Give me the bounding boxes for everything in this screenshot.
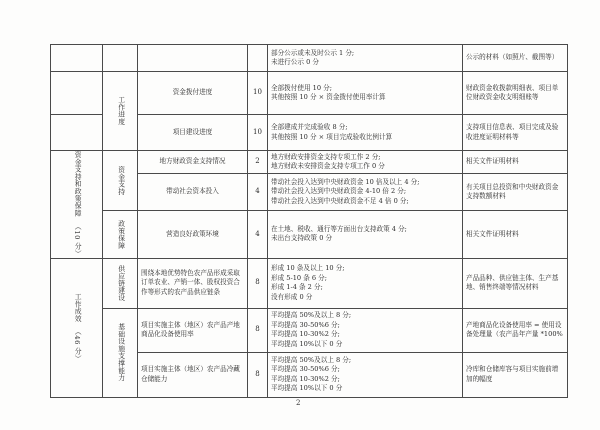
scoring-table [50, 44, 568, 398]
supporting-document: 有关项目总投资和中央财政资金支持数额材料 [463, 174, 568, 211]
table-cell [51, 72, 103, 115]
indicator-name: 项目实施主体（地区）农产品冷藏仓储能力 [138, 352, 248, 397]
supporting-document: 相关文件证明材料 [463, 151, 568, 174]
indicator-score: 8 [248, 258, 268, 308]
scoring-rule: 全部拨付使用 10 分; 其他按照 10 分 × 资金拨付使用率计算 [268, 72, 463, 115]
scoring-rule: 带动社会投入达到中央财政资金 10 倍及以上 4 分; 带动社会投入达到中央财政资金 4-10 倍 2 分; 带动社会投入达到中央财政资金不足 4 倍 0 分; [268, 174, 463, 211]
subcategory-label: 基础设施支撑能力 [103, 308, 138, 397]
table-row [51, 151, 568, 174]
supporting-document: 公示的材料（如照片、截图等） [463, 45, 568, 72]
scoring-rule: 部分公示或未及时公示 1 分; 未进行公示 0 分 [268, 45, 463, 72]
scoring-rule: 在土地、税收、通行等方面出台支持政策 4 分; 未出台支持政策 0 分 [268, 211, 463, 258]
scoring-rule: 地方财政安排资金支持专项工作 2 分; 地方财政未安排资金支持专项工作 0 分 [268, 151, 463, 174]
indicator-name: 地方财政资金支持情况 [138, 151, 248, 174]
indicator-name: 围绕本地优势特色农产品形成采取订单农业、产销一体、股权投资合作等形式的农产品供应链条 [138, 258, 248, 308]
page-number: 2 [296, 399, 301, 407]
supporting-document: 财政资金收拨款明细表、项目单位财政资金收支明细账等 [463, 72, 568, 115]
supporting-document: 支持项目信息表、项目完成及验收进度证明材料等 [463, 115, 568, 151]
indicator-name: 项目实施主体（地区）农产品产地商品化设备使用率 [138, 308, 248, 352]
scoring-rule: 平均提高 50%及以上 8 分; 平均提高 30-50%6 分; 平均提高 10-30%2 分; 平均提高 10%以下 0 分 [268, 308, 463, 352]
indicator-score: 4 [248, 211, 268, 258]
supporting-document: 相关文件证明材料 [463, 211, 568, 258]
indicator-name: 带动社会资本投入 [138, 174, 248, 211]
table-cell [51, 45, 103, 72]
indicator-score: 2 [248, 151, 268, 174]
subcategory-label: 政策保障 [103, 211, 138, 258]
scoring-rule: 全部建成并完成验收 8 分; 其他按照 10 分 × 项目完成验收比例计算 [268, 115, 463, 151]
subcategory-label: 工作进度 [103, 72, 138, 151]
indicator-score: 10 [248, 115, 268, 151]
subcategory-label: 资金支持 [103, 151, 138, 211]
table-row [51, 45, 568, 72]
category-label: 工作成效 （46 分） [51, 258, 103, 397]
table-cell [103, 45, 138, 72]
scoring-rule: 形成 10 条及以上 10 分; 形成 5-10 条 6 分; 形成 1-4 条 2 分; 没有形成 0 分 [268, 258, 463, 308]
table-row [51, 211, 568, 258]
indicator-name: 营造良好政策环境 [138, 211, 248, 258]
table-cell [248, 45, 268, 72]
table-cell [138, 45, 248, 72]
supporting-document: 冷库和仓储库容与项目实施前增加的幅度 [463, 352, 568, 397]
indicator-score: 8 [248, 352, 268, 397]
supporting-document: 产地商品化设备使用率 = 使用设备处理量（农产品年产量 *100% [463, 308, 568, 352]
table-row [51, 258, 568, 308]
indicator-name: 资金拨付进度 [138, 72, 248, 115]
indicator-score: 8 [248, 308, 268, 352]
indicator-name: 项目建设进度 [138, 115, 248, 151]
table-row [51, 72, 568, 115]
indicator-score: 4 [248, 174, 268, 211]
scoring-rule: 平均提高 50%及以上 8 分; 平均提高 30-50%6 分; 平均提高 10-30%2 分; 平均提高 10%以下 0 分 [268, 352, 463, 397]
table-cell [51, 115, 103, 151]
category-label: 资金支持和政策保障 （10 分） [51, 151, 103, 259]
table-row [51, 308, 568, 352]
indicator-score: 10 [248, 72, 268, 115]
subcategory-label: 供应链建设 [103, 258, 138, 308]
supporting-document: 产品品种、供应链主体、生产基地、销售终端等情况材料 [463, 258, 568, 308]
